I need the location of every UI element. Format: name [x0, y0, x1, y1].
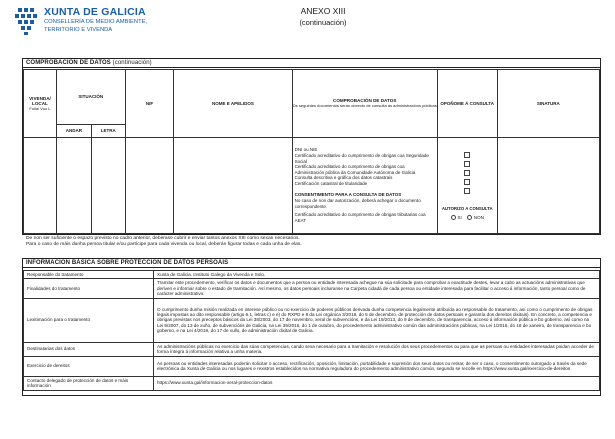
- oponome-checkbox-4[interactable]: [464, 179, 470, 185]
- table-row: Contacto delegado de protección de datos e máis información https://www.xunta.gal/informacion-xeral-proteccion-datos: [24, 376, 600, 390]
- table-row: Destinatarias dos datos As administracións públicas no exercicio das súas competencias, cando sexa necesario para a tramitación e resolución dos seus procedementos ou para que as persoas ou entidades interesadas poidan acceder de forma íntegra á información relativa a unha materia.: [24, 342, 600, 356]
- department-name: [44, 19, 147, 34]
- consent-title: CONSENTIMENTO PARA A CONSULTA DE DATOS: [294, 192, 402, 198]
- col-nome: NOME E APELIDOS: [174, 70, 292, 138]
- table-row: Finalidades do tratamento Tramitar este procedemento, verificar os datos e documentos que a persoa ou entidade interesada achegue na súa solicitude para comprobar a exactitude destes, levar a cabo as actuacións administrativas que deriven e informar sobre o estado de tramitación. Así mesmo, os datos persoais incluiranse na Carpeta cidadá de cada persoa ou entidade interesada para facilitar o acceso á información, tanto persoal como de carácter administrativo.: [24, 279, 600, 298]
- data-check-title: COMPROBACIÓN DE DATOS (continuación): [23, 59, 600, 68]
- data-check-section: [22, 58, 601, 235]
- oponome-checkbox-5[interactable]: [464, 188, 470, 194]
- doc-item: Certificación catastral de titularidade: [294, 180, 368, 186]
- cell-nif[interactable]: [125, 137, 174, 233]
- doc-item: Certificado acreditativo do cumprimento de obrigas coa Seguridade Social: [294, 152, 429, 164]
- note-line-1: De non ser suficiente o espazo previsto no cadro anterior, deberase cubrir e enviar tantos anexos XIII como sexan necesarios.: [26, 236, 300, 241]
- oponome-checkbox-2[interactable]: [464, 161, 470, 167]
- oponome-checkboxes: [437, 137, 497, 233]
- cell-andar[interactable]: [56, 137, 91, 233]
- autorizo-label: AUTORIZO A CONSULTA: [441, 205, 493, 211]
- col-sinatura: SINATURA: [497, 70, 599, 138]
- documents-list: [292, 137, 437, 233]
- col-situacion: SITUACIÓN: [56, 70, 125, 125]
- cell-letra[interactable]: [91, 137, 125, 233]
- col-nif: NIF: [125, 70, 174, 138]
- si-label: SI: [457, 214, 462, 220]
- si-radio[interactable]: [451, 215, 456, 220]
- department-line-1: CONSELLERÍA DE MEDIO AMBIENTE,: [44, 19, 148, 25]
- doc-item: Consulta descritiva e gráfica dos datos catastrais: [294, 175, 393, 181]
- table-row: Lexitimación para o tratamento O cumprimento dunha misión realizada en interese público ou no exercicio de poderes públicos derivada dunha competencia legalmente atribuída ao responsable do tratamento, así como o cumprimento de obrigas legais impostas ao dito responsable (artigo 6.1, letras c) e e) do RXPD e 8 da Lei orgánica 3/2018, do 5 de decembro, de protección de datos persoais e garantía dos dereitos dixitais). En concreto, a competencia e obrigas previstas nos preceptos básicos da Lei 38/2003, do 17 de novembro, xeral de subvencións, e da Lei 19/2013, do 9 de decembro, de transparencia, acceso á información pública e bo goberno, así como na Lei 9/2007, do 13 de xuño, de subvencións de Galicia, na Lei 39/2015, do 1 de outubro, do procedemento administrativo común das administracións públicas, na Lei 1/2016, do 18 de xaneiro, de transparencia e bo goberno, e na Lei 4/2019, do 17 de xullo, de administración dixital de Galicia.: [24, 298, 600, 342]
- doc-item: Certificado acreditativo do cumprimento de obrigas coa Administración pública da Comunidade Autónoma de Galicia: [294, 164, 416, 175]
- data-check-table: [23, 69, 600, 234]
- col-vivenda: VIVENDA/ LOCAL Folla/ Voo L: [24, 70, 57, 138]
- data-protection-table: [23, 270, 600, 391]
- oponome-checkbox-1[interactable]: [464, 152, 470, 158]
- table-row: Responsable do tratamento Xunta de Galicia. Instituto Galego da Vivenda e Solo.: [24, 271, 600, 279]
- org-name: XUNTA DE GALICIA: [44, 6, 146, 18]
- oponome-checkbox-3[interactable]: [464, 170, 470, 176]
- consent-doc: Certificado acreditativo do cumprimento de obrigas tributarias coa AEAT: [294, 212, 426, 223]
- col-oponome: OPOÑOME Á CONSULTA: [437, 70, 497, 138]
- note-line-2: Para o caso de máis dunha persoa titular e/ou partícipe para cada vivenda ou local, deberán figurar todas e cada unha de elas.: [26, 242, 302, 248]
- annex-subtitle: (continuación): [299, 18, 347, 27]
- non-label: NON: [473, 214, 484, 220]
- annex-title: ANEXO XIII: [300, 6, 346, 16]
- xunta-logo-icon: [12, 6, 42, 36]
- cell-nome[interactable]: [174, 137, 292, 233]
- col-letra: LETRA: [91, 124, 125, 137]
- cell-vivenda[interactable]: [24, 137, 57, 233]
- non-radio[interactable]: [467, 215, 472, 220]
- doc-item: DNI ou NIE: [294, 147, 318, 153]
- col-andar: ANDAR: [56, 124, 91, 137]
- data-protection-title: INFORMACIÓN BÁSICA SOBRE PROTECCIÓN DE DATOS PERSOAIS: [23, 259, 600, 268]
- department-line-2: TERRITORIO E VIVENDA: [44, 26, 113, 33]
- cell-sinatura[interactable]: [497, 137, 599, 233]
- data-protection-section: [22, 258, 601, 396]
- notes: [26, 236, 601, 248]
- consent-text: No caso de non dar autorización, deberá achegar o documento correspondente.: [294, 198, 421, 209]
- col-comprobacion: COMPROBACIÓN DE DATOS Os seguintes documentos serán obxecto de consulta ás administracións públicas: [292, 70, 437, 138]
- table-row: Exercicio de dereitos As persoas ou entidades interesadas poderán solicitar o acceso, rectificación, oposición, limitación, portabilidade e supresión dos seus datos ou retirar, de ser o caso, o consentimento outorgado a través da sede electrónica da Xunta de Galicia ou nos lugares e rexistros establecidos na normativa reguladora do procedemento administrativo común, segundo se recolle en https://www.xunta.gal/exercicio-de-dereitos: [24, 356, 600, 376]
